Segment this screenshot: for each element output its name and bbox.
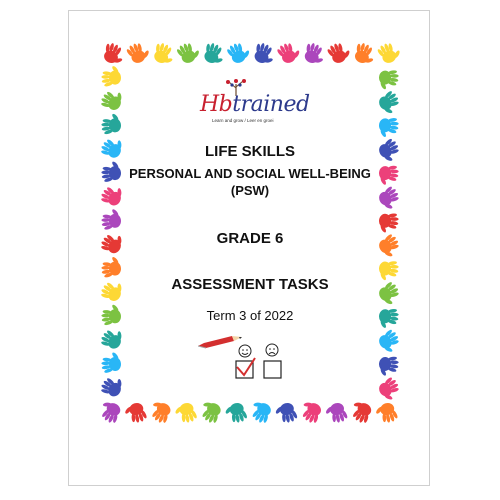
handprint-icon bbox=[378, 164, 399, 187]
handprint-icon bbox=[376, 232, 404, 260]
handprint-icon bbox=[273, 401, 299, 425]
handprint-icon bbox=[374, 401, 400, 425]
handprint-icon bbox=[100, 160, 121, 183]
handprint-icon bbox=[376, 280, 404, 308]
handprint-icon bbox=[100, 351, 121, 374]
handprint-icon bbox=[376, 89, 404, 117]
checkbox-empty-icon bbox=[264, 361, 281, 378]
handprint-icon bbox=[98, 86, 126, 114]
handprint-icon bbox=[100, 112, 121, 135]
checkbox-checked-icon bbox=[236, 358, 255, 378]
logo-wordmark: Hbtrained bbox=[200, 92, 310, 117]
handprint-icon bbox=[100, 208, 121, 231]
strand-abbreviation: (PSW) bbox=[230, 183, 270, 198]
hbtrained-logo bbox=[194, 84, 310, 126]
handprint-icon bbox=[151, 41, 178, 67]
handprint-icon bbox=[225, 39, 253, 66]
handprint-icon bbox=[98, 181, 126, 209]
handprint-icon bbox=[100, 303, 121, 326]
handprint-icon bbox=[323, 401, 349, 425]
handprint-icon bbox=[378, 116, 399, 139]
handprint-icon bbox=[123, 401, 149, 425]
handprint-icon bbox=[98, 133, 126, 161]
handprint-icon bbox=[297, 398, 325, 426]
handprint-icon bbox=[376, 184, 404, 212]
handprint-icon bbox=[196, 398, 224, 426]
handprint-icon bbox=[275, 39, 303, 66]
document-type-title: ASSESSMENT TASKS bbox=[171, 276, 329, 293]
assessment-icons bbox=[198, 332, 308, 387]
handprint-icon bbox=[146, 398, 174, 426]
handprint-icon bbox=[378, 355, 399, 378]
handprint-icon bbox=[98, 324, 126, 352]
term-label: Term 3 of 2022 bbox=[206, 308, 294, 323]
handprint-icon bbox=[223, 401, 249, 425]
sad-face-icon bbox=[266, 344, 278, 356]
handprint-icon bbox=[376, 137, 404, 165]
handprint-icon bbox=[173, 401, 199, 425]
grade-title: GRADE 6 bbox=[216, 230, 284, 247]
handprint-icon bbox=[376, 375, 404, 403]
handprint-icon bbox=[100, 256, 121, 279]
handprint-icon bbox=[251, 41, 278, 67]
handprint-icon bbox=[246, 398, 274, 426]
handprint-icon bbox=[125, 39, 153, 66]
handprint-icon bbox=[100, 65, 121, 88]
pencil-icon bbox=[198, 336, 242, 348]
handprint-icon bbox=[378, 211, 399, 234]
handprint-icon bbox=[376, 39, 404, 66]
handprint-icon bbox=[347, 398, 375, 426]
handprint-icon bbox=[98, 372, 126, 400]
handprint-icon bbox=[301, 41, 328, 67]
handprint-icon bbox=[352, 41, 379, 67]
strand-title: PERSONAL AND SOCIAL WELL-BEING bbox=[129, 166, 371, 181]
subject-title: LIFE SKILLS bbox=[205, 143, 295, 160]
handprint-icon bbox=[175, 39, 203, 66]
handprint-icon bbox=[96, 398, 124, 426]
handprint-icon bbox=[325, 39, 353, 66]
handprint-icon bbox=[378, 307, 399, 330]
handprint-icon bbox=[101, 41, 128, 67]
handprint-icon bbox=[98, 277, 126, 305]
cover-content bbox=[130, 80, 370, 400]
handprint-icon bbox=[378, 259, 399, 282]
handprint-icon bbox=[376, 327, 404, 355]
handprint-icon bbox=[378, 68, 399, 91]
happy-face-icon bbox=[239, 345, 251, 357]
logo-tagline: Learn and grow / Leer en groei bbox=[212, 118, 274, 123]
handprint-icon bbox=[201, 41, 228, 67]
handprint-icon bbox=[98, 229, 126, 257]
